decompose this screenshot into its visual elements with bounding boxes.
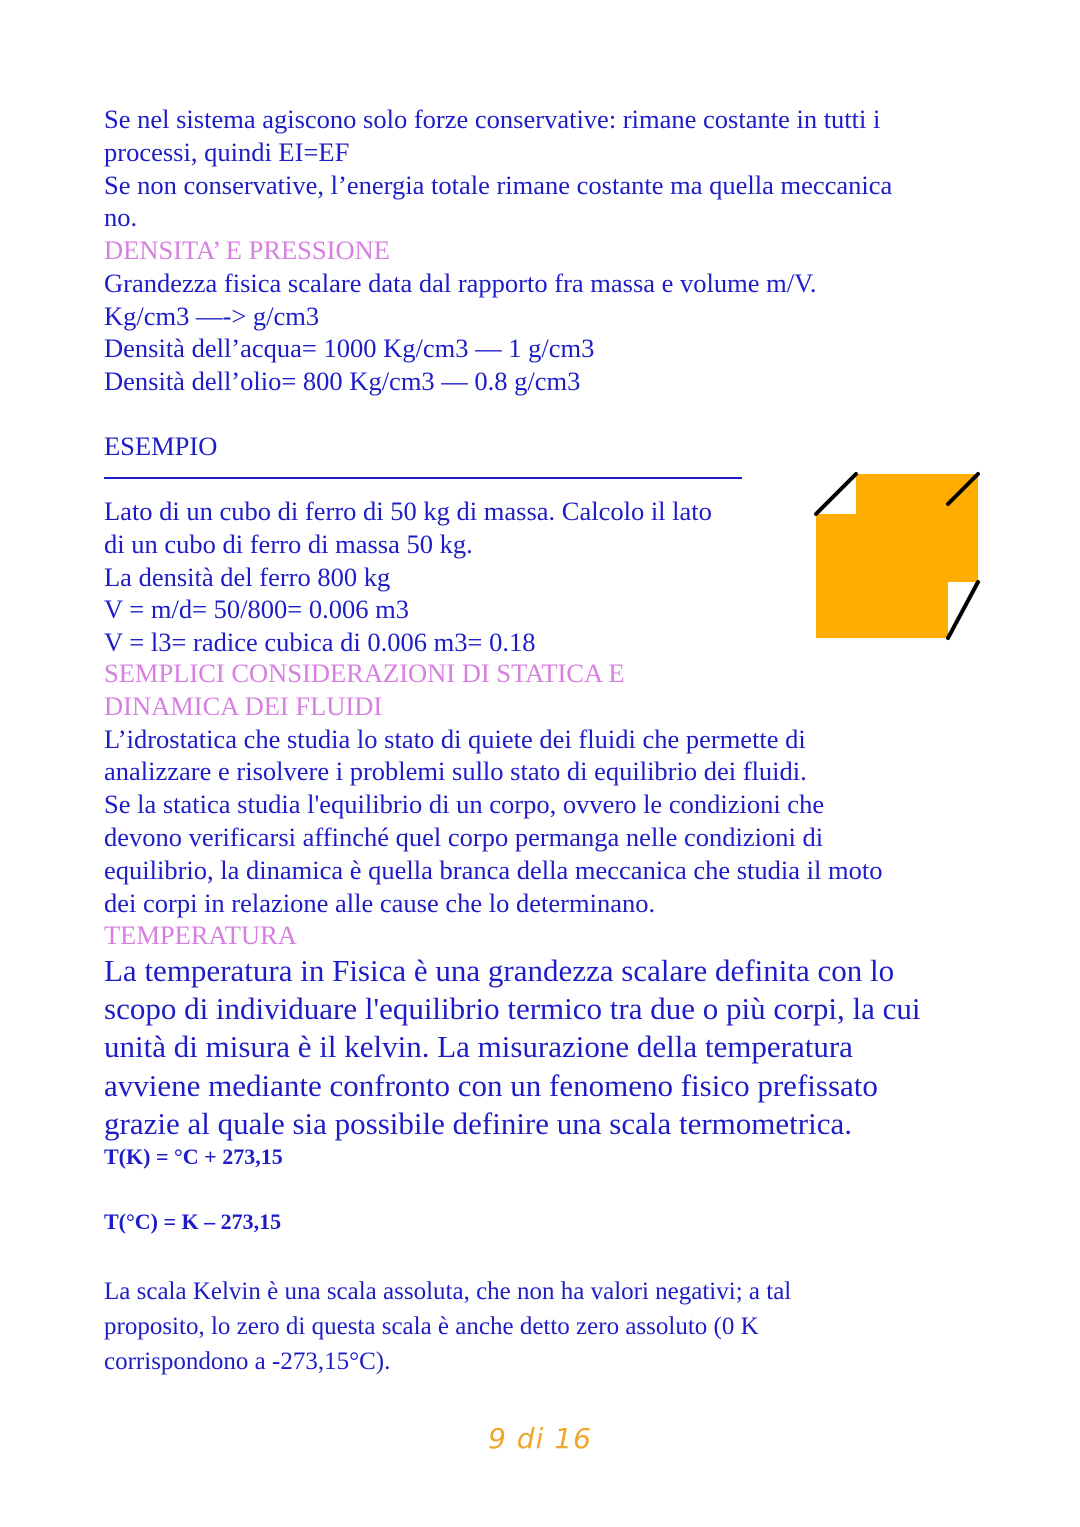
text-line: dei corpi in relazione alle cause che lo determinano. [104,887,656,918]
text-line: proposito, lo zero di questa scala è anche detto zero assoluto (0 K [104,1313,759,1340]
cube-illustration [812,470,982,642]
text-line: grazie al quale sia possibile definire una scala termometrica. [104,1105,852,1141]
text-line: equilibrio, la dinamica è quella branca della meccanica che studia il moto [104,854,883,885]
text-line: analizzare e risolvere i problemi sullo stato di equilibrio dei fluidi. [104,756,807,787]
text-line: di un cubo di ferro di massa 50 kg. [104,528,473,559]
density-section [104,234,817,398]
cube-edge [816,474,856,514]
section-heading-density: DENSITA’ E PRESSIONE [104,235,390,265]
text-line: scopo di individuare l'equilibrio termico tra due o più corpi, la cui [104,991,921,1027]
temperature-paragraph [104,952,921,1143]
section-heading-temperature: TEMPERATURA [104,920,297,950]
example-heading: ESEMPIO [104,431,218,461]
text-line: Se la statica studia l'equilibrio di un corpo, ovvero le condizioni che [104,789,825,820]
kelvin-paragraph [104,1274,791,1379]
text-line: Se nel sistema agiscono solo forze conservative: rimane costante in tutti i [104,104,881,134]
text-line: devono verificarsi affinché quel corpo permanga nelle condizioni di [104,821,824,852]
text-line: La temperatura in Fisica è una grandezza scalare definita con lo [104,953,895,988]
example-divider [104,477,742,479]
fluids-section [104,657,882,919]
text-line: avviene mediante confronto con un fenomeno fisico prefissato [104,1067,878,1103]
formula-kelvin: T(K) = °C + 273,15 [104,1144,283,1169]
text-line: corrispondono a -273,15°C). [104,1348,391,1375]
text-line: Grandezza fisica scalare data dal rapporto fra massa e volume m/V. [104,267,817,298]
formula-celsius: T(°C) = K – 273,15 [104,1209,282,1234]
text-line: no. [104,202,138,233]
section-heading-fluids: SEMPLICI CONSIDERAZIONI DI STATICA E [104,658,625,688]
text-line: Densità dell’acqua= 1000 Kg/cm3 — 1 g/cm3 [104,333,595,364]
text-line: La densità del ferro 800 kg [104,561,391,592]
text-line: V = m/d= 50/800= 0.006 m3 [104,594,409,625]
text-line: Densità dell’olio= 800 Kg/cm3 — 0.8 g/cm3 [104,366,581,397]
section-heading-fluids: DINAMICA DEI FLUIDI [104,690,383,721]
text-line: Kg/cm3 —-> g/cm3 [104,300,320,331]
text-line: Se non conservative, l’energia totale rimane costante ma quella meccanica [104,169,893,200]
page-number: 9 di 16 [488,1422,592,1455]
text-line: La scala Kelvin è una scala assoluta, che non ha valori negativi; a tal [104,1278,792,1305]
text-line: unità di misura è il kelvin. La misurazione della temperatura [104,1029,853,1065]
text-line: L’idrostatica che studia lo stato di quiete dei fluidi che permette di [104,723,806,754]
text-line: V = l3= radice cubica di 0.006 m3= 0.18 [104,627,536,658]
text-line: processi, quindi EI=EF [104,136,350,167]
text-line: Lato di un cubo di ferro di 50 kg di massa. Calcolo il lato [104,496,712,526]
energy-paragraph [104,103,892,234]
cube-edge [948,582,978,638]
example-paragraph [104,495,712,659]
